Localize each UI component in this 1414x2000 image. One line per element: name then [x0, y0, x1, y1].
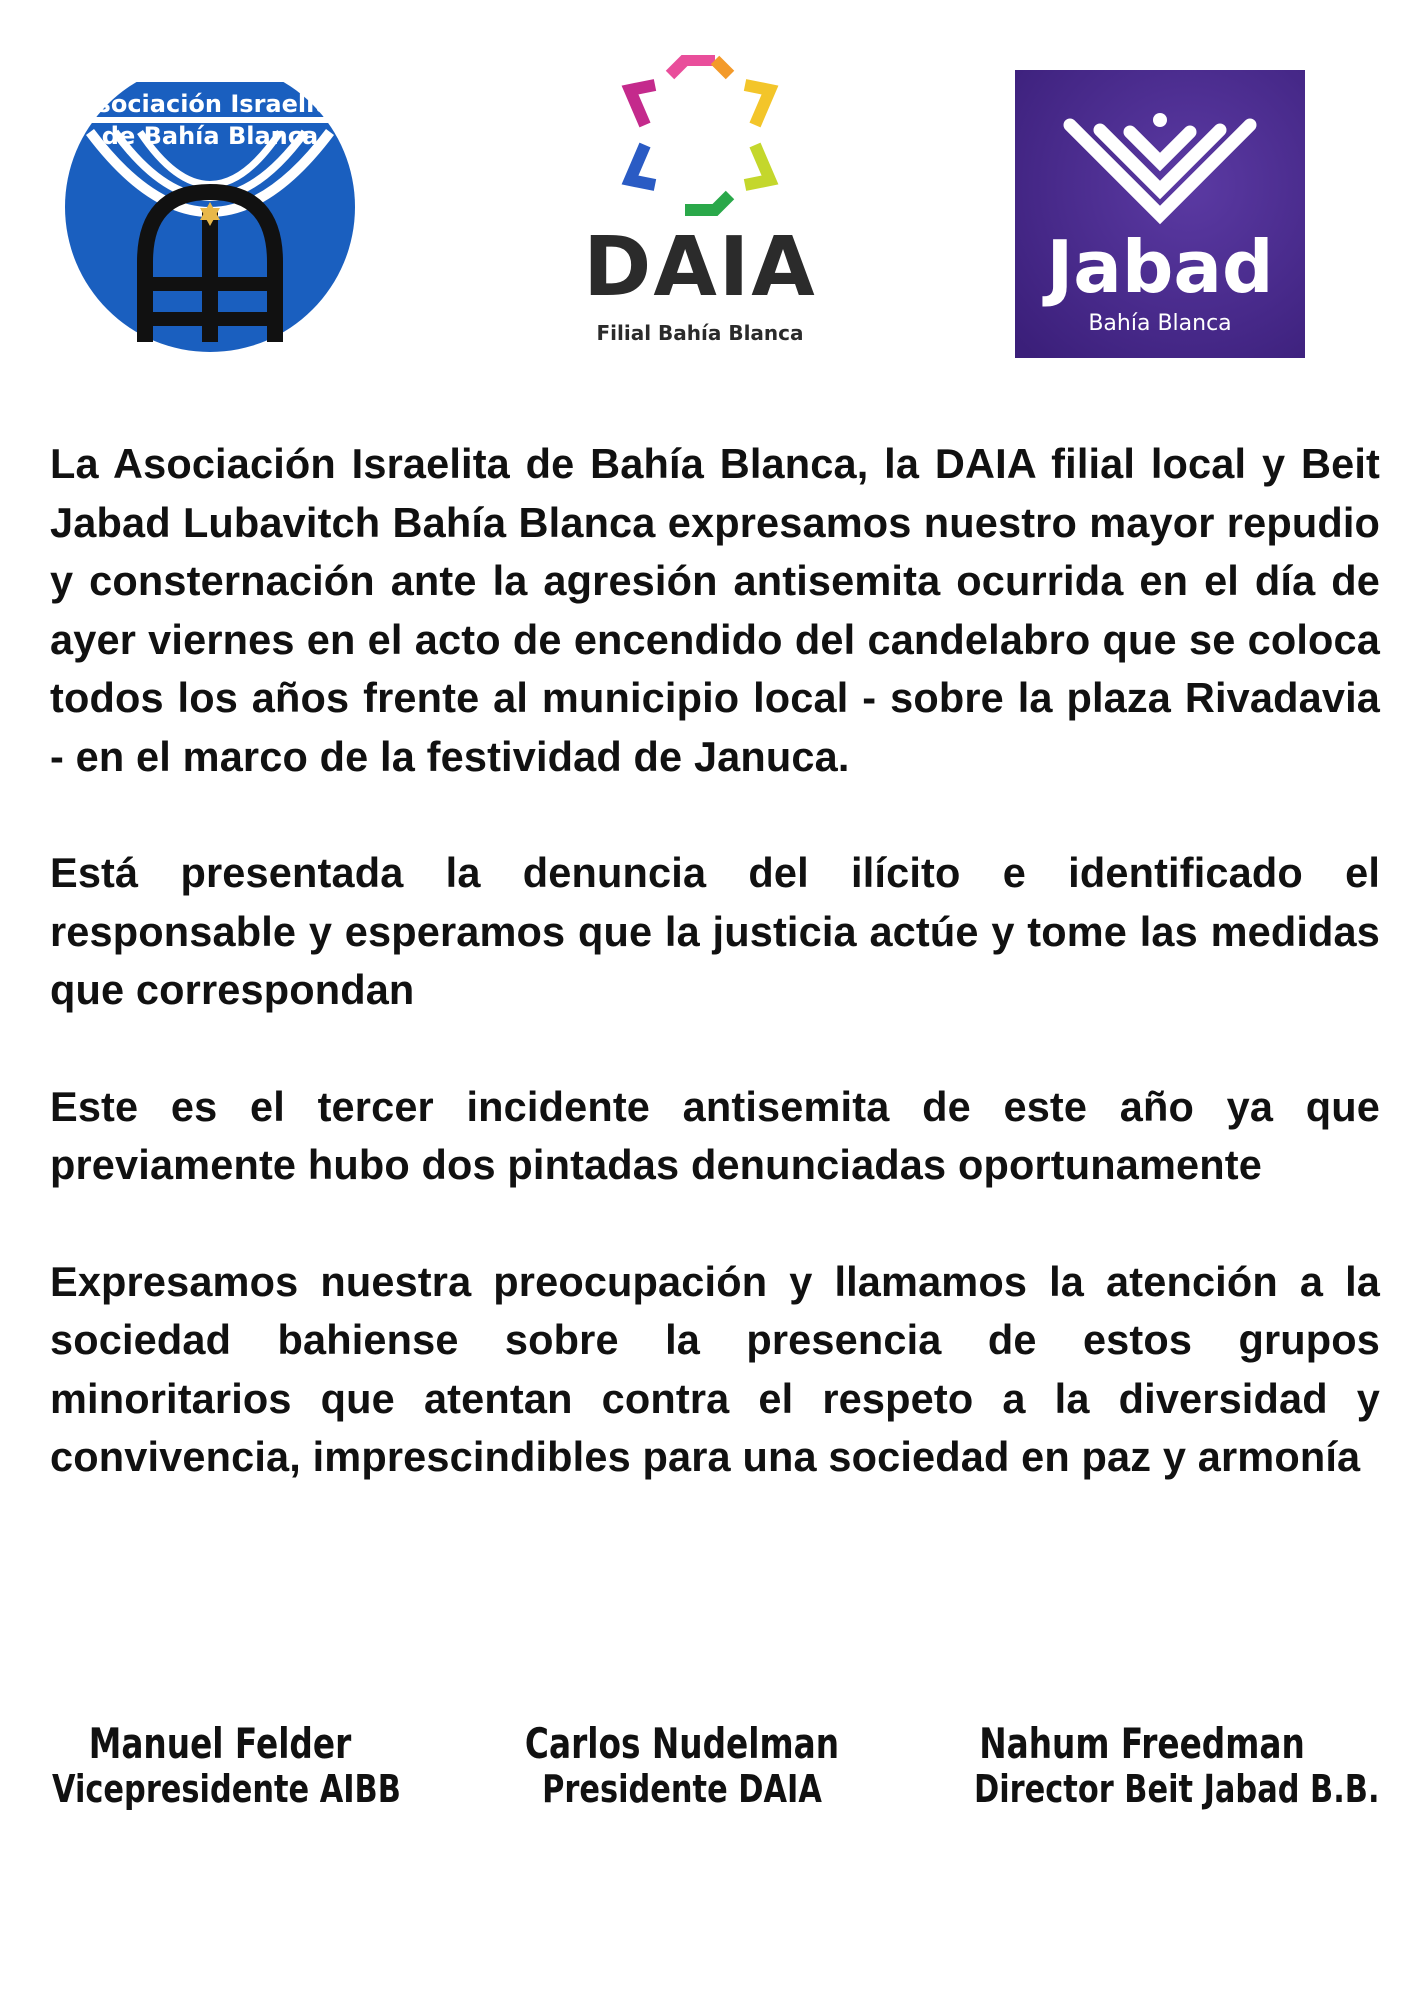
- paragraph-3: Este es el tercer incidente antisemita de este año ya que previamente hubo dos pintadas denunciadas oportunamente: [50, 1082, 1380, 1188]
- signatures: [0, 1720, 1414, 1840]
- statement-body: [50, 435, 1380, 1545]
- aibb-logo: [50, 62, 370, 352]
- signature-role: Presidente DAIA: [542, 1767, 822, 1811]
- signature-name: Manuel Felder: [88, 1719, 352, 1768]
- daia-logo-subtitle: Filial Bahía Blanca: [596, 321, 804, 345]
- paragraph-2: Está presentada la denuncia del ilícito e identificado el responsable y esperamos que la justicia actúe y tome las medidas que correspondan: [50, 849, 1380, 1013]
- signature-role: Director Beit Jabad B.B.: [974, 1767, 1380, 1811]
- daia-logo: [555, 55, 845, 355]
- signature-name: Carlos Nudelman: [524, 1719, 840, 1768]
- aibb-logo-line2: de Bahía Blanca: [101, 122, 319, 150]
- paragraph-1: La Asociación Israelita de Bahía Blanca, la DAIA filial local y Beit Jabad Lubavitch Bahía Blanca expresamos nuestro mayor repudio y consternación ante la agresión antisemita ocurrida en el día de ayer viernes en el acto de encendido del candelabro que se coloca todos los años frente al municipio local - sobre la plaza Rivadavia - en el marco de la festividad de Januca.: [50, 440, 1380, 780]
- signature-role: Vicepresidente AIBB: [52, 1767, 401, 1811]
- paragraph-4: Expresamos nuestra preocupación y llamamos la atención a la sociedad bahiense sobre la presencia de estos grupos minoritarios que atentan contra el respeto a la diversidad y convivencia, imprescindibles para una sociedad en paz y armonía: [50, 1257, 1380, 1480]
- aibb-logo-line1: Asociación Israelita: [77, 90, 343, 118]
- signature-nudelman: [472, 1720, 892, 1810]
- jabad-logo-title: Jabad: [1046, 225, 1274, 309]
- logo-header: [0, 0, 1414, 380]
- jabad-logo-subtitle: Bahía Blanca: [1088, 311, 1232, 336]
- daia-logo-title: DAIA: [583, 220, 817, 315]
- daia-star-icon: [630, 60, 770, 210]
- jabad-logo: [1015, 70, 1305, 358]
- signature-felder: [10, 1720, 430, 1810]
- signature-freedman: [932, 1719, 1380, 1811]
- signature-name: Nahum Freedman: [979, 1719, 1305, 1768]
